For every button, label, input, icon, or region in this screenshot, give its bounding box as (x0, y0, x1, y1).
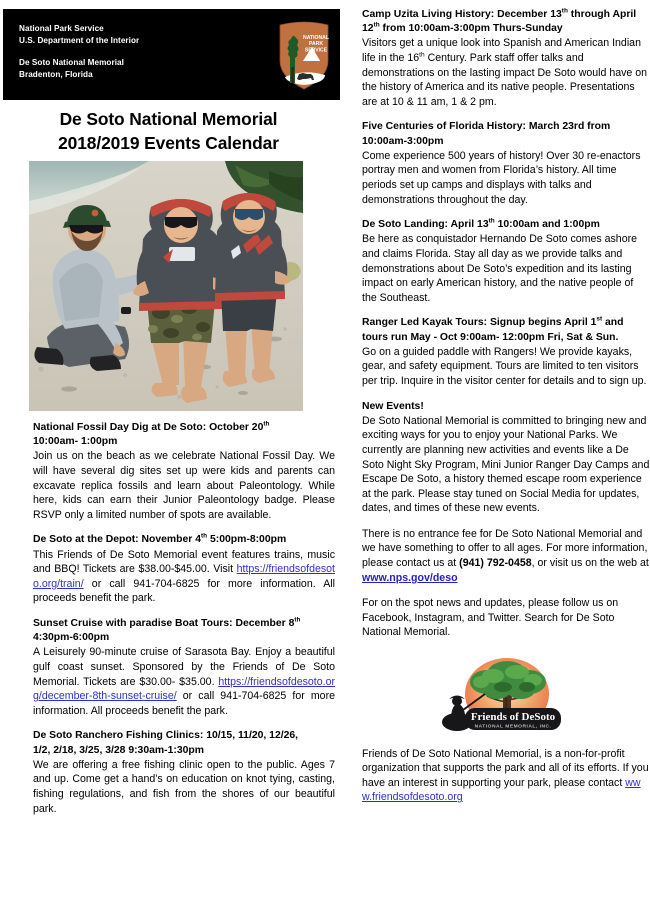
event-description (33, 645, 335, 718)
ordinal-suffix: th (419, 51, 425, 59)
right-column (362, 0, 650, 816)
ordinal-suffix: th (201, 532, 208, 540)
friends-of-desoto-logo (441, 654, 571, 736)
event-ranchero-fishing-clinics (3, 729, 340, 816)
event-heading-time: 5:00pm-8:00pm (207, 534, 287, 546)
friends-website-link[interactable]: www.friendsofdesoto.org (362, 776, 641, 804)
event-heading-text: De Soto Landing: April 13 (362, 219, 489, 231)
park-line-1: De Soto National Memorial (19, 57, 124, 67)
closing-text: Friends of De Soto National Memorial, is a non-for-profit organization that supports the park and all of its efforts. If you have an interest in supporting your park, please contact (362, 747, 649, 789)
fee-text-part-2: , or visit us on the web at (531, 557, 649, 570)
contact-info-block (362, 527, 650, 585)
event-heading (33, 533, 335, 547)
event-heading-time: 10:00am and 1:00pm (494, 219, 600, 231)
nps-arrowhead-icon (273, 17, 335, 93)
ordinal-suffix: th (561, 7, 568, 15)
sunset-cruise-link[interactable]: https://friendsofdesoto.org/december-8th-sunset-cruise/ (33, 675, 335, 703)
event-sunset-cruise (3, 617, 340, 718)
agency-line-2: U.S. Department of the Interior (19, 36, 140, 46)
event-description (362, 36, 650, 109)
depot-event-link[interactable]: https://friendsofdesoto.org/train/ (33, 563, 335, 590)
friends-logo-line2: NATIONAL MEMORIAL, INC. (474, 724, 552, 730)
ordinal-suffix: th (263, 420, 270, 428)
event-heading (362, 8, 650, 36)
fee-text-part-1: There is no entrance fee for De Soto National Memorial and we have something to offer to all ages. For more information, please contact us at (362, 527, 648, 570)
social-media-paragraph: For on the spot news and updates, please follow us on Facebook, Instagram, and Twitter. Search for De Soto National Memorial. (362, 597, 619, 639)
event-heading-text-2: through April 12 (362, 9, 637, 35)
event-description: De Soto National Memorial is committed to bringing new and exciting ways for you to enjoy your National Parks. We currently are planning new activities and events like a De Soto Night Sky Program, Mini Junior Ranger Day Camps and Escape De Soto, a history themed escape room experience at the park. Please stay tuned on Social Media for updates, dates, and times of these new events. (362, 414, 650, 515)
friends-closing-paragraph (362, 747, 650, 805)
event-heading: New Events! (362, 400, 424, 412)
description-part-2: or call 941-704-6825 for more information. All proceeds benefit the park. (33, 577, 335, 605)
event-heading-text: National Fossil Day Dig at De Soto: October 20 (33, 422, 264, 433)
phone-number: (941) 792-0458 (459, 557, 532, 570)
event-description: Join us on the beach as we celebrate National Fossil Day. We will have several dig sites set up were kids and parents can excavate replica fossils and learn about Paleontology. While here, kids can earn their Junior Paleontology badge. Please RSVP only a limited number of spots are available. (33, 450, 335, 521)
title-line-1: De Soto National Memorial (59, 109, 278, 129)
entrance-fee-paragraph (362, 527, 650, 585)
description-part-1: Visitors get a unique look into Spanish and American Indian life in the 16 (362, 37, 641, 64)
event-description: Be here as conquistador Hernando De Soto comes ashore and claims Florida. Stay all day as we provide talks and demonstrations about De Soto’s expedition and its lasting impact on early American history, and the native people of the Southeast. (362, 233, 638, 304)
event-description: Come experience 500 years of history! Over 30 re-enactors portray men and women from Florida’s history. All time periods set up camps and displays with talks and demonstrations throughout the day. (362, 149, 641, 206)
left-events-list (3, 421, 340, 816)
event-description (33, 548, 335, 606)
event-heading (362, 218, 650, 232)
agency-line-1: National Park Service (19, 24, 104, 33)
event-ranger-led-kayak-tours (362, 316, 650, 388)
event-heading-time: 4:30pm-6:00pm (33, 632, 110, 644)
left-column (3, 0, 340, 827)
svg-text:SERVICE: SERVICE (304, 47, 328, 54)
event-de-soto-landing (362, 218, 650, 305)
beach-fishing-photo (29, 161, 303, 411)
event-camp-uzita-living-history (362, 8, 650, 109)
svg-text:PARK: PARK (308, 41, 324, 48)
description-part-1: A Leisurely 90-minute cruise of Sarasota Bay. Enjoy a beautiful gulf coast sunset. Sponsored by the Friends of De Soto Memorial. Tickets are $30.00- $35.00. (33, 646, 335, 688)
event-new-events (362, 400, 650, 516)
nps-agency-text (19, 23, 139, 82)
spacer (19, 48, 139, 57)
event-heading (33, 617, 335, 645)
description-part-1: This Friends of De Soto Memorial event features trains, music and BBQ! Tickets are $38.00-$45.00. Visit (33, 548, 335, 576)
ordinal-suffix: th (294, 616, 301, 624)
event-heading (33, 729, 335, 757)
event-heading-time: 1/2, 2/18, 3/25, 3/28 9:30am-1:30pm (33, 744, 204, 756)
event-heading-time: 10:00am- 1:00pm (33, 436, 118, 448)
event-heading-text: Ranger Led Kayak Tours: Signup begins April 1 (362, 317, 597, 329)
nps-header-band (3, 9, 340, 100)
ordinal-suffix: th (488, 217, 495, 225)
event-heading (362, 316, 650, 344)
svg-text:NATIONAL: NATIONAL (303, 35, 329, 41)
event-description: Go on a guided paddle with Rangers! We provide kayaks, gear, and safety equipment. Tours are limited to ten visitors per trip. Inquire in the visitor center for details and to sign up. (362, 345, 647, 387)
nps-website-link[interactable]: www.nps.gov/deso (362, 571, 458, 584)
event-heading-text: Sunset Cruise with paradise Boat Tours: December 8 (33, 617, 295, 629)
right-events-list (362, 8, 650, 640)
event-heading-text: De Soto Ranchero Fishing Clinics: 10/15, 11/20, 12/26, (33, 730, 299, 742)
event-heading (33, 421, 335, 449)
description-part-2: or call 941-704-6825 for more information. All proceeds benefit the park. (33, 690, 335, 717)
description-part-2: Century. Park staff offer talks and demonstrations on the lasting impact De Soto would have on the history of America and its native people. Presentations are at 10 & 11 am, 1 & 2 pm. (362, 52, 648, 108)
event-de-soto-at-the-depot (3, 533, 340, 606)
event-description: We are offering a free fishing clinic open to the public. Ages 7 and up. Come get a hand’s on education on knot tying, casting, fishing regulations, and fish from the shores of our beautiful park. (33, 758, 335, 815)
park-line-2: Bradenton, Florida (19, 70, 93, 80)
event-heading-text: Camp Uzita Living History: December 13 (362, 9, 562, 20)
event-heading-text: De Soto at the Depot: November 4 (33, 534, 202, 546)
page-title (3, 107, 340, 155)
title-line-2: 2018/2019 Events Calendar (58, 133, 279, 153)
event-heading-time: and tours run May - Oct 9:00am- 12:00pm Fri, Sat & Sun. (362, 317, 624, 343)
ordinal-suffix: st (596, 315, 603, 323)
event-national-fossil-day-dig (3, 421, 340, 522)
event-heading-time: from 10:00am-3:00pm Thurs-Sunday (379, 23, 563, 35)
event-heading: Five Centuries of Florida History: March 23rd from 10:00am-3:00pm (362, 121, 611, 147)
friends-logo-line1: Friends of DeSoto (470, 711, 556, 724)
social-media-block (362, 596, 650, 640)
event-five-centuries-of-florida-history (362, 120, 650, 207)
ordinal-suffix-2: th (373, 21, 380, 29)
